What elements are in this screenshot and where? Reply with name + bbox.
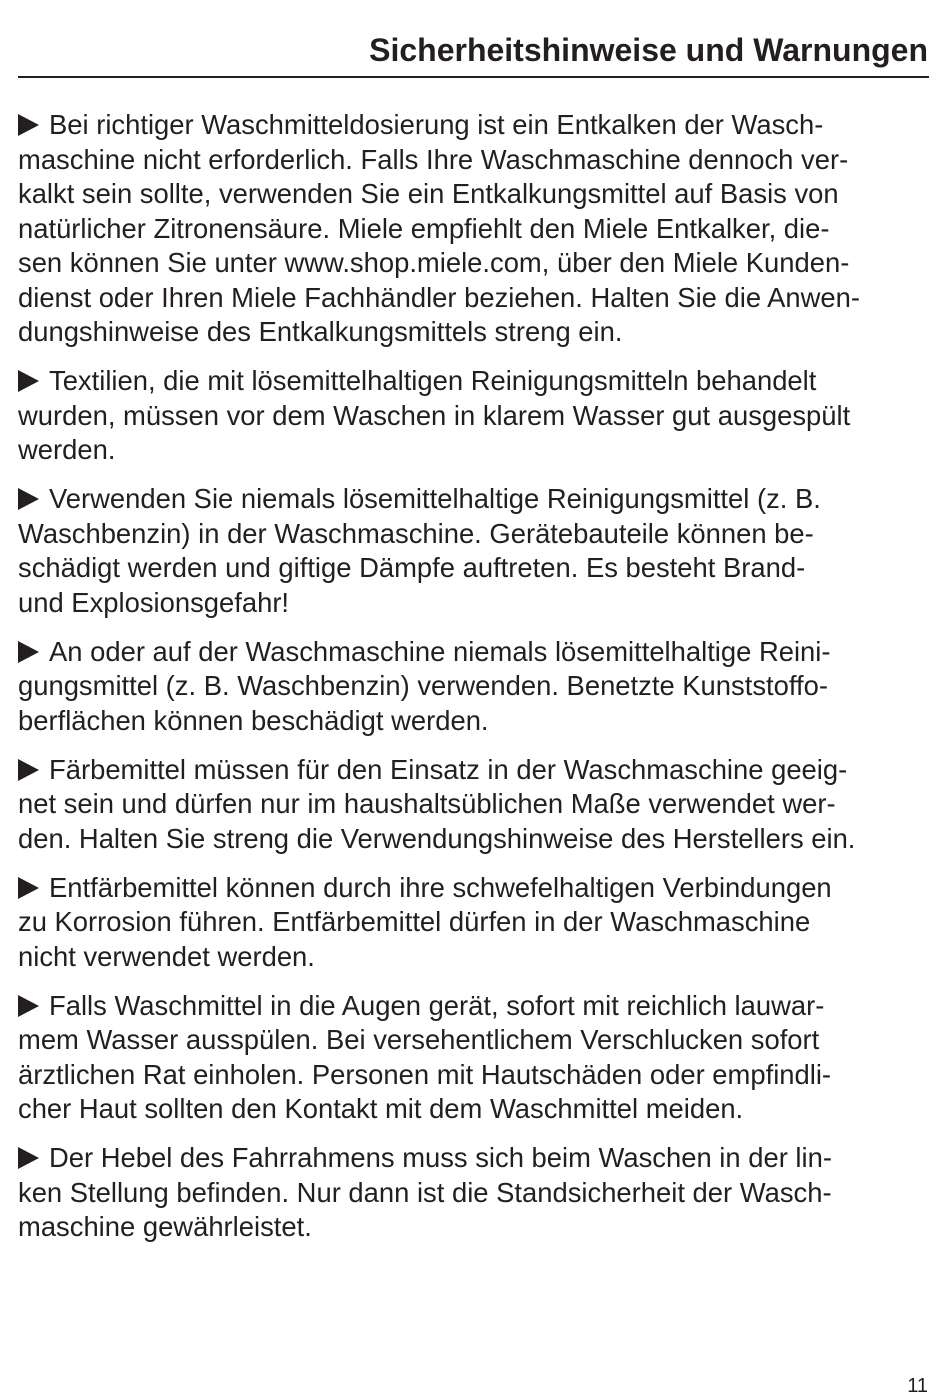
note-line-text: An oder auf der Waschmaschine niemals lösemittelhaltige Reini- [49, 635, 831, 667]
triangle-bullet-icon [18, 995, 39, 1017]
note-line: schädigt werden und giftige Dämpfe auftreten. Es besteht Brand- [18, 552, 806, 583]
note-line: wurden, müssen vor dem Waschen in klarem Wasser gut ausgespült [18, 399, 851, 431]
note-line: dienst oder Ihren Miele Fachhändler beziehen. Halten Sie die Anwen- [18, 281, 861, 313]
safety-note [18, 1141, 933, 1245]
note-line: ken Stellung befinden. Nur dann ist die Standsicherheit der Wasch- [18, 1176, 832, 1208]
safety-note [18, 989, 933, 1127]
note-line: ärztlichen Rat einholen. Personen mit Hautschäden oder empfindli- [18, 1058, 832, 1090]
triangle-bullet-icon [18, 759, 39, 781]
note-line-text: Färbemittel müssen für den Einsatz in der Waschmaschine geeig- [49, 753, 848, 785]
note-line [18, 1141, 933, 1176]
note-line-text: Verwenden Sie niemals lösemittelhaltige Reinigungsmittel (z. B. [49, 483, 821, 514]
triangle-bullet-icon [18, 488, 39, 510]
note-line: cher Haut sollten den Kontakt mit dem Waschmittel meiden. [18, 1093, 744, 1124]
note-line: berflächen können beschädigt werden. [18, 704, 489, 736]
header-divider [18, 76, 929, 78]
note-line: den. Halten Sie streng die Verwendungshinweise des Herstellers ein. [18, 822, 856, 854]
note-line: gungsmittel (z. B. Waschbenzin) verwenden. Benetzte Kunststoffo- [18, 670, 828, 701]
note-line [18, 871, 933, 906]
note-line-text: Bei richtiger Waschmitteldosierung ist ein Entkalken der Wasch- [49, 109, 824, 140]
note-line: Waschbenzin) in der Waschmaschine. Gerätebauteile können be- [18, 517, 814, 549]
triangle-bullet-icon [18, 114, 39, 136]
page-title: Sicherheitshinweise und Warnungen [369, 32, 928, 68]
note-line [18, 364, 933, 399]
note-line: maschine gewährleistet. [18, 1211, 312, 1242]
note-line [18, 989, 933, 1024]
note-line-text: Entfärbemittel können durch ihre schwefelhaltigen Verbindungen [49, 871, 832, 903]
note-line: werden. [18, 434, 116, 465]
safety-note [18, 753, 933, 857]
note-line: zu Korrosion führen. Entfärbemittel dürfen in der Waschmaschine [18, 906, 811, 937]
safety-note [18, 108, 933, 350]
safety-note [18, 482, 933, 620]
note-line [18, 108, 933, 143]
note-line [18, 635, 933, 670]
page-number: 11 [907, 1375, 928, 1397]
triangle-bullet-icon [18, 370, 39, 392]
note-line [18, 753, 933, 788]
note-line-text: Der Hebel des Fahrrahmens muss sich beim Waschen in der lin- [49, 1142, 832, 1173]
triangle-bullet-icon [18, 877, 39, 899]
safety-notes-list [18, 108, 933, 1259]
safety-note [18, 364, 933, 468]
note-line: und Explosionsgefahr! [18, 586, 290, 618]
safety-note [18, 871, 933, 975]
note-line [18, 482, 933, 517]
note-line: kalkt sein sollte, verwenden Sie ein Entkalkungsmittel auf Basis von [18, 178, 839, 209]
note-line: nicht verwendet werden. [18, 940, 315, 972]
note-line: sen können Sie unter www.shop.miele.com, über den Miele Kunden- [18, 247, 850, 278]
triangle-bullet-icon [18, 641, 39, 663]
note-line: maschine nicht erforderlich. Falls Ihre Waschmaschine dennoch ver- [18, 143, 849, 175]
safety-note [18, 635, 933, 739]
note-line-text: Textilien, die mit lösemittelhaltigen Reinigungsmitteln behandelt [49, 365, 817, 396]
note-line-text: Falls Waschmittel in die Augen gerät, sofort mit reichlich lauwar- [49, 989, 825, 1021]
note-line: dungshinweise des Entkalkungsmittels streng ein. [18, 316, 623, 347]
note-line: natürlicher Zitronensäure. Miele empfiehlt den Miele Entkalker, die- [18, 212, 830, 244]
triangle-bullet-icon [18, 1147, 39, 1169]
note-line: mem Wasser ausspülen. Bei versehentlichem Verschlucken sofort [18, 1024, 820, 1055]
note-line: net sein und dürfen nur im haushaltsüblichen Maße verwendet wer- [18, 788, 836, 819]
